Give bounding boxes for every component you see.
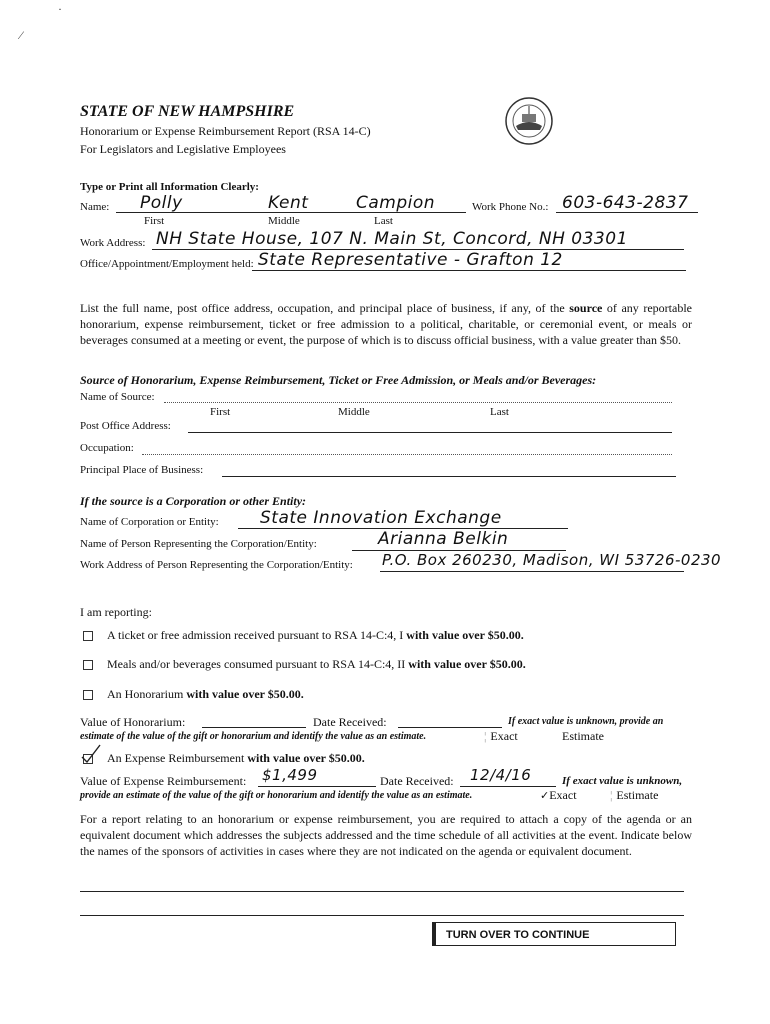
ticket-checkbox[interactable] [83,631,93,641]
corp-rep-value: Arianna Belkin [378,529,509,549]
option-honorarium[interactable]: An Honorarium with value over $50.00. [83,687,304,702]
expense-value-line[interactable] [258,786,376,787]
expense-exact-option[interactable]: ✓Exact [540,788,577,802]
expense-note: If exact value is unknown, [562,775,683,787]
honorarium-exact-option[interactable]: ¦ Exact [484,729,518,743]
expense-estimate-option[interactable]: ¦ Estimate [610,788,659,802]
occupation-line[interactable] [142,454,672,455]
first-caption: First [144,215,165,227]
expense-date-label: Date Received: [380,774,454,788]
last-caption: Last [374,215,393,227]
honorarium-note: If exact value is unknown, provide an [508,716,664,727]
principal-business-label: Principal Place of Business: [80,464,204,476]
honorarium-value-line[interactable] [202,727,306,728]
phone-label: Work Phone No.: [472,201,549,213]
page-title: STATE OF NEW HAMPSHIRE [80,103,295,120]
option-expense[interactable]: An Expense Reimbursement with value over $50.00. [83,751,365,766]
name-label: Name: [80,201,110,213]
source-last-caption: Last [490,406,509,418]
middle-name-value: Kent [268,193,309,213]
corp-rep-address-label: Work Address of Person Representing the Corporation/Entity: [80,559,353,571]
corp-name-label: Name of Corporation or Entity: [80,516,219,528]
middle-caption: Middle [268,215,300,227]
work-address-label: Work Address: [80,237,146,249]
stray-mark: · [58,2,62,16]
honorarium-value-label: Value of Honorarium: [80,715,186,729]
source-middle-caption: Middle [338,406,370,418]
corp-rep-address-line[interactable] [380,571,684,572]
honorarium-note-2: estimate of the value of the gift or honorarium and identify the value as an estimate. [80,731,427,742]
phone-value: 603-643-2837 [562,193,689,213]
office-label: Office/Appointment/Employment held: [80,258,254,270]
turn-over-notice: TURN OVER TO CONTINUE [432,922,676,946]
option-meals[interactable]: Meals and/or beverages consumed pursuant to RSA 14-C:4, II with value over $50.00. [83,657,526,672]
source-name-label: Name of Source: [80,391,155,403]
instructions: Type or Print all Information Clearly: [80,181,259,193]
intro-paragraph: List the full name, post office address, occupation, and principal place of business, if any, of the source of any reportable honorarium, expense reimbursement, ticket or free admission to a political, charitable, or ceremonial event, or meals or beverages consumed at a meeting or event, the purpose of which is to discuss official business, with a value greater than $50. [80,301,692,347]
po-address-line[interactable] [188,432,672,433]
source-heading: Source of Honorarium, Expense Reimbursement, Ticket or Free Admission, or Meals and/or Beverages: [80,373,597,387]
office-value: State Representative - Grafton 12 [258,250,563,270]
first-name-value: Polly [140,193,183,213]
state-seal-icon [504,96,554,146]
form-subtitle: Honorarium or Expense Reimbursement Report (RSA 14-C) [80,124,371,138]
expense-date-line[interactable] [460,786,556,787]
po-address-label: Post Office Address: [80,420,171,432]
expense-value: $1,499 [262,766,318,784]
sponsor-line-2[interactable] [80,915,684,916]
form-subtitle-2: For Legislators and Legislative Employees [80,142,286,156]
honorarium-date-line[interactable] [398,727,502,728]
corp-rep-label: Name of Person Representing the Corporation/Entity: [80,538,317,550]
honorarium-checkbox[interactable] [83,690,93,700]
option-ticket[interactable]: A ticket or free admission received pursuant to RSA 14-C:4, I with value over $50.00. [83,628,524,643]
expense-note-2: provide an estimate of the value of the gift or honorarium and identify the value as an estimate. [80,790,473,801]
principal-business-line[interactable] [222,476,676,477]
reporting-heading: I am reporting: [80,605,152,619]
honorarium-estimate-option[interactable]: Estimate [562,729,604,743]
source-name-line[interactable] [164,402,672,403]
meals-checkbox[interactable] [83,660,93,670]
sponsor-line-1[interactable] [80,891,684,892]
honorarium-date-label: Date Received: [313,715,387,729]
expense-date-value: 12/4/16 [470,766,532,784]
closing-paragraph: For a report relating to an honorarium or expense reimbursement, you are required to attach a copy of the agenda or an equivalent document which addresses the subjects addressed and the time schedule of all activities at the event. Indicate below the names of the sponsors of activities in cases where they are not indicated on the agenda or equivalent document. [80,812,692,858]
work-address-value: NH State House, 107 N. Main St, Concord, NH 03301 [156,229,628,249]
expense-value-label: Value of Expense Reimbursement: [80,774,247,788]
corp-rep-address-value: P.O. Box 260230, Madison, WI 53726-0230 [382,551,722,569]
corporation-heading: If the source is a Corporation or other Entity: [80,494,307,508]
check-mark-icon [80,743,102,765]
last-name-value: Campion [356,193,436,213]
corp-name-value: State Innovation Exchange [260,508,502,528]
source-first-caption: First [210,406,231,418]
expense-checkbox[interactable] [83,754,93,764]
occupation-label: Occupation: [80,442,134,454]
check-mark-icon: ✓ [540,790,550,802]
stray-mark: ⁄ [20,28,23,42]
office-line[interactable] [252,270,686,271]
